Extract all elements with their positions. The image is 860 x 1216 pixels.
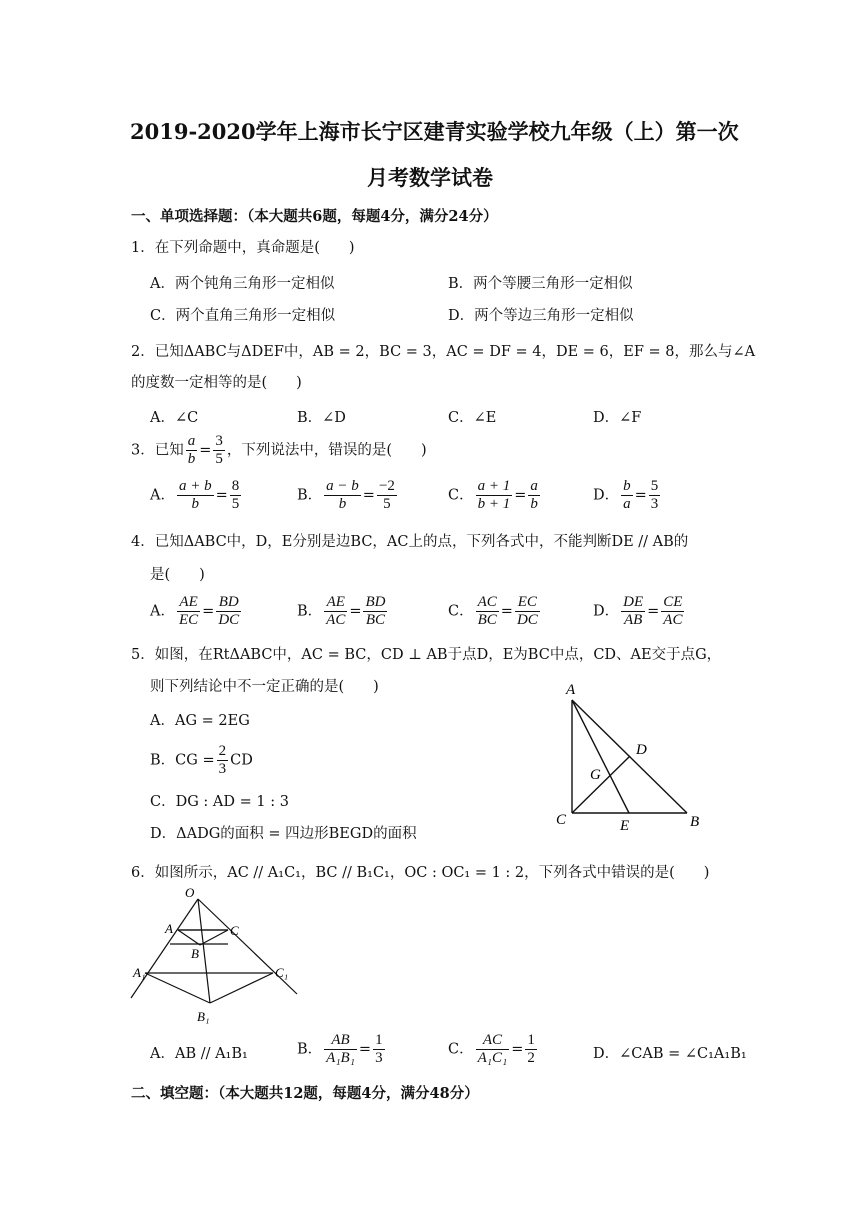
question-2-option-c: C．∠E	[448, 410, 497, 426]
point-label-a: A	[165, 921, 173, 936]
question-5-stem-line-2: 则下列结论中不一定正确的是( )	[150, 679, 379, 695]
segment-ae	[572, 700, 629, 813]
segment-c1b1	[210, 973, 273, 1003]
equals: =	[199, 442, 212, 459]
question-5-option-b: B．CG = $\frac{2}{3}$ CD	[150, 743, 253, 777]
question-4-stem-line-1: 4．已知ΔABC中，D，E分别是边BC，AC上的点，下列各式中，不能判断DE // AB的	[131, 534, 689, 550]
point-label-b1: B₁	[197, 1009, 210, 1024]
question-4-stem-line-2: 是( )	[150, 567, 205, 583]
question-6-option-c: C． $\frac{AC}{\text{A₁C₁}}$ = $\frac{1}{2}$	[448, 1032, 535, 1066]
question-2-option-a: A．∠C	[150, 410, 199, 426]
segment-cb	[200, 930, 228, 945]
fraction: $\frac{3}{5}$	[215, 433, 223, 467]
question-2-option-b: B．∠D	[297, 410, 346, 426]
question-4-option-d: D． $\frac{DE}{AB}$ = $\frac{CE}{AC}$	[593, 594, 683, 628]
question-5-stem-line-1: 5．如图，在RtΔABC中，AC = BC，CD ⊥ AB于点D，E为BC中点，CD、AE交于点G，	[131, 647, 722, 663]
question-5-figure	[550, 680, 720, 840]
question-3-suffix: ，下列说法中，错误的是( )	[226, 442, 427, 459]
question-6-option-b: B． $\frac{AB}{\text{A₁B₁}}$ = $\frac{1}{3}$	[297, 1032, 383, 1066]
point-label-a: A	[566, 682, 576, 698]
point-label-c: C	[556, 812, 567, 828]
question-2-stem-line-2: 的度数一定相等的是( )	[131, 375, 302, 391]
section-2-heading: 二、填空题：（本大题共12题，每题4分，满分48分）	[131, 1085, 479, 1102]
question-3-option-d: D． $\frac{b}{a}$ = $\frac{5}{3}$	[593, 478, 659, 512]
point-label-c: C	[230, 923, 239, 938]
point-label-c1: C₁	[275, 965, 289, 980]
point-label-a1: A₁	[133, 965, 146, 980]
question-2-stem-line-1: 2．已知ΔABC与ΔDEF中，AB = 2，BC = 3，AC = DF = 4，DE = 6，EF = 8，那么与∠A	[131, 344, 756, 360]
question-5-option-d: D．ΔADG的面积 = 四边形BEGD的面积	[150, 826, 417, 842]
title-line-1: 2019-2020学年上海市长宁区建青实验学校九年级（上）第一次	[130, 119, 739, 144]
question-5-option-c: C．DG : AD = 1 : 3	[150, 794, 289, 810]
question-2-option-d: D．∠F	[593, 410, 642, 426]
ray-ob	[198, 899, 210, 1003]
question-6-option-a: A．AB // A₁B₁	[150, 1046, 248, 1062]
question-4-option-a: A． $\frac{AE}{EC}$ = $\frac{BD}{DC}$	[150, 594, 240, 628]
point-label-e: E	[620, 818, 630, 834]
question-3-prefix: 3．已知	[131, 442, 184, 459]
question-1-option-b: B．两个等腰三角形一定相似	[448, 276, 633, 292]
question-4-option-b: B． $\frac{AE}{AC}$ = $\frac{BD}{BC}$	[297, 594, 386, 628]
fraction: $\frac{a}{b}$	[187, 433, 196, 467]
question-6-stem: 6．如图所示，AC // A₁C₁，BC // B₁C₁，OC : OC₁ = 1 : 2，下列各式中错误的是( )	[131, 865, 710, 881]
question-1-option-d: D．两个等边三角形一定相似	[448, 308, 634, 324]
question-6-figure	[125, 885, 310, 1030]
question-6-option-d: D．∠CAB = ∠C₁A₁B₁	[593, 1046, 747, 1062]
question-3-stem	[131, 433, 427, 468]
question-1-stem: 1．在下列命题中，真命题是( )	[131, 240, 355, 256]
point-label-d: D	[636, 742, 647, 758]
question-1-option-c: C．两个直角三角形一定相似	[150, 308, 336, 324]
segment-ab	[178, 930, 200, 945]
segment-a1b1	[145, 973, 210, 1003]
question-3-option-c: C． $\frac{a + 1}{b + 1}$ = $\frac{a}{b}$	[448, 478, 538, 512]
question-5-option-a: A．AG = 2EG	[150, 713, 250, 729]
section-1-heading: 一、单项选择题：（本大题共6题，每题4分，满分24分）	[131, 208, 498, 225]
question-3-option-a: A． $\frac{a + b}{b}$ = $\frac{8}{5}$	[150, 478, 240, 512]
point-label-o: O	[185, 885, 195, 900]
question-1-option-a: A．两个钝角三角形一定相似	[150, 276, 335, 292]
point-label-g: G	[590, 767, 601, 783]
question-3-option-b: B． $\frac{a - b}{b}$ = $\frac{-2}{5}$	[297, 478, 395, 512]
point-label-b: B	[690, 814, 700, 830]
ray-oa	[131, 899, 198, 998]
point-label-b: B	[191, 946, 199, 961]
title-line-2: 月考数学试卷	[367, 165, 493, 190]
segment-cd	[572, 756, 630, 813]
question-4-option-c: C． $\frac{AC}{BC}$ = $\frac{EC}{DC}$	[448, 594, 538, 628]
